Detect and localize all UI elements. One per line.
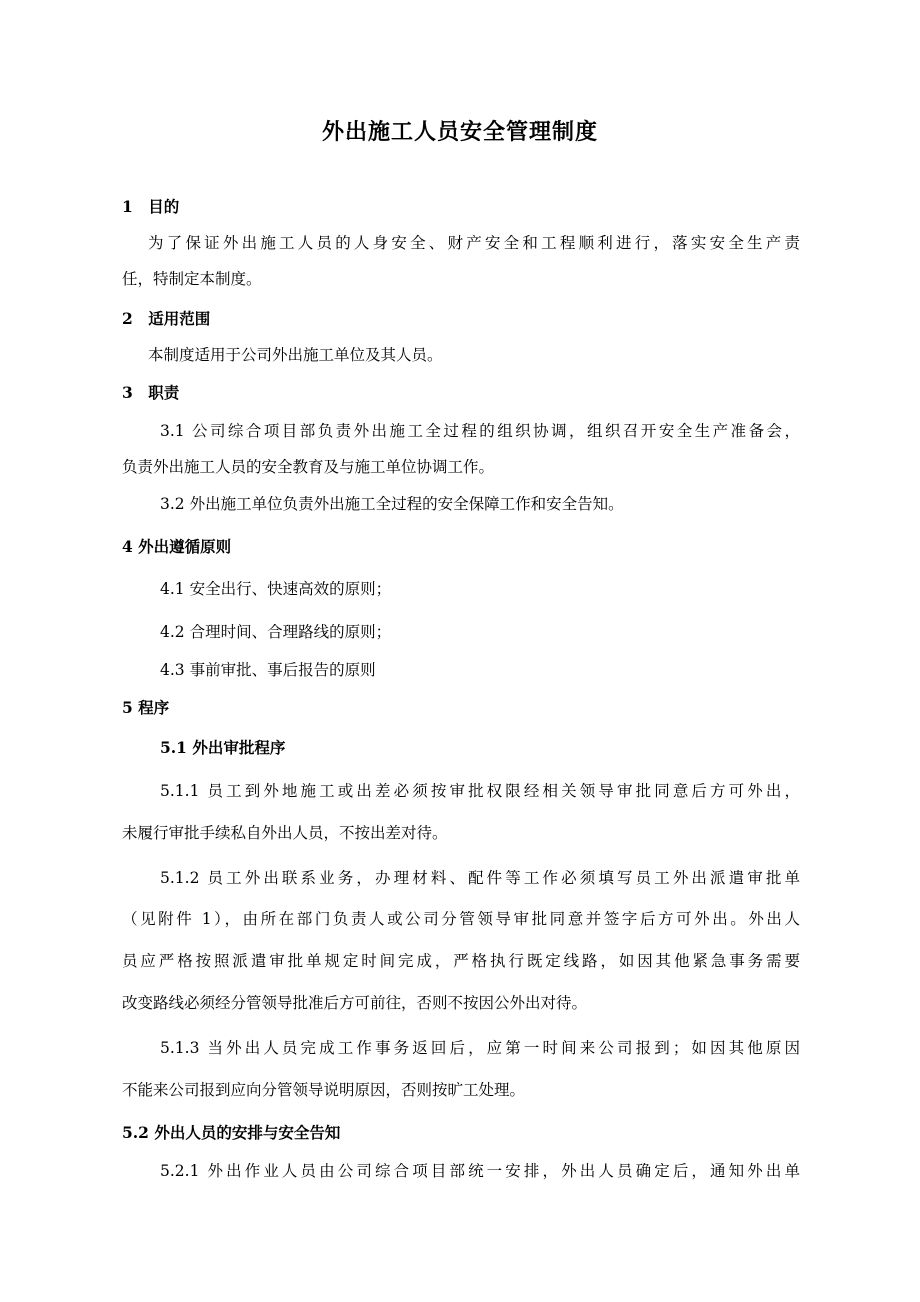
paragraph-line: 5.1.1 员工到外地施工或出差必须按审批权限经相关领导审批同意后方可外出，	[160, 782, 800, 800]
list-item: 4.2 合理时间、合理路线的原则；	[160, 623, 392, 641]
paragraph-line: 负责外出施工人员的安全教育及与施工单位协调工作。	[122, 458, 495, 476]
paragraph-line: 不能来公司报到应向分管领导说明原因，否则按旷工处理。	[122, 1081, 526, 1099]
paragraph-line: 未履行审批手续私自外出人员，不按出差对待。	[122, 824, 448, 842]
paragraph-line: 5.1.2 员工外出联系业务，办理材料、配件等工作必须填写员工外出派遣审批单	[160, 869, 800, 887]
section-heading-duties: 3 职责	[122, 383, 180, 402]
list-item: 4.1 安全出行、快速高效的原则；	[160, 580, 392, 598]
paragraph-line: 3.1 公司综合项目部负责外出施工全过程的组织协调，组织召开安全生产准备会，	[160, 422, 800, 440]
subsection-heading: 5.2 外出人员的安排与安全告知	[122, 1123, 341, 1142]
list-item: 4.3 事前审批、事后报告的原则	[160, 661, 376, 679]
paragraph-line: （见附件 1），由所在部门负责人或公司分管领导审批同意并签字后方可外出。外出人	[122, 910, 800, 928]
paragraph-line: 为了保证外出施工人员的人身安全、财产安全和工程顺利进行，落实安全生产责	[148, 234, 800, 252]
paragraph-line: 任，特制定本制度。	[122, 270, 262, 288]
section-heading-scope: 2 适用范围	[122, 309, 211, 328]
section-heading-principles: 4 外出遵循原则	[122, 537, 232, 556]
paragraph-line: 本制度适用于公司外出施工单位及其人员。	[148, 346, 443, 364]
section-heading-procedure: 5 程序	[122, 698, 170, 717]
document-title: 外出施工人员安全管理制度	[321, 119, 598, 145]
section-heading-purpose: 1 目的	[122, 197, 180, 216]
paragraph-line: 员应严格按照派遣审批单规定时间完成，严格执行既定线路，如因其他紧急事务需要	[122, 952, 800, 970]
subsection-heading: 5.1 外出审批程序	[160, 738, 286, 757]
paragraph-line: 5.1.3 当外出人员完成工作事务返回后，应第一时间来公司报到；如因其他原因	[160, 1039, 800, 1057]
paragraph-line: 5.2.1 外出作业人员由公司综合项目部统一安排，外出人员确定后，通知外出单	[160, 1162, 800, 1180]
paragraph-line: 3.2 外出施工单位负责外出施工全过程的安全保障工作和安全告知。	[160, 495, 624, 513]
paragraph-line: 改变路线必须经分管领导批准后方可前往，否则不按因公外出对待。	[122, 994, 588, 1012]
